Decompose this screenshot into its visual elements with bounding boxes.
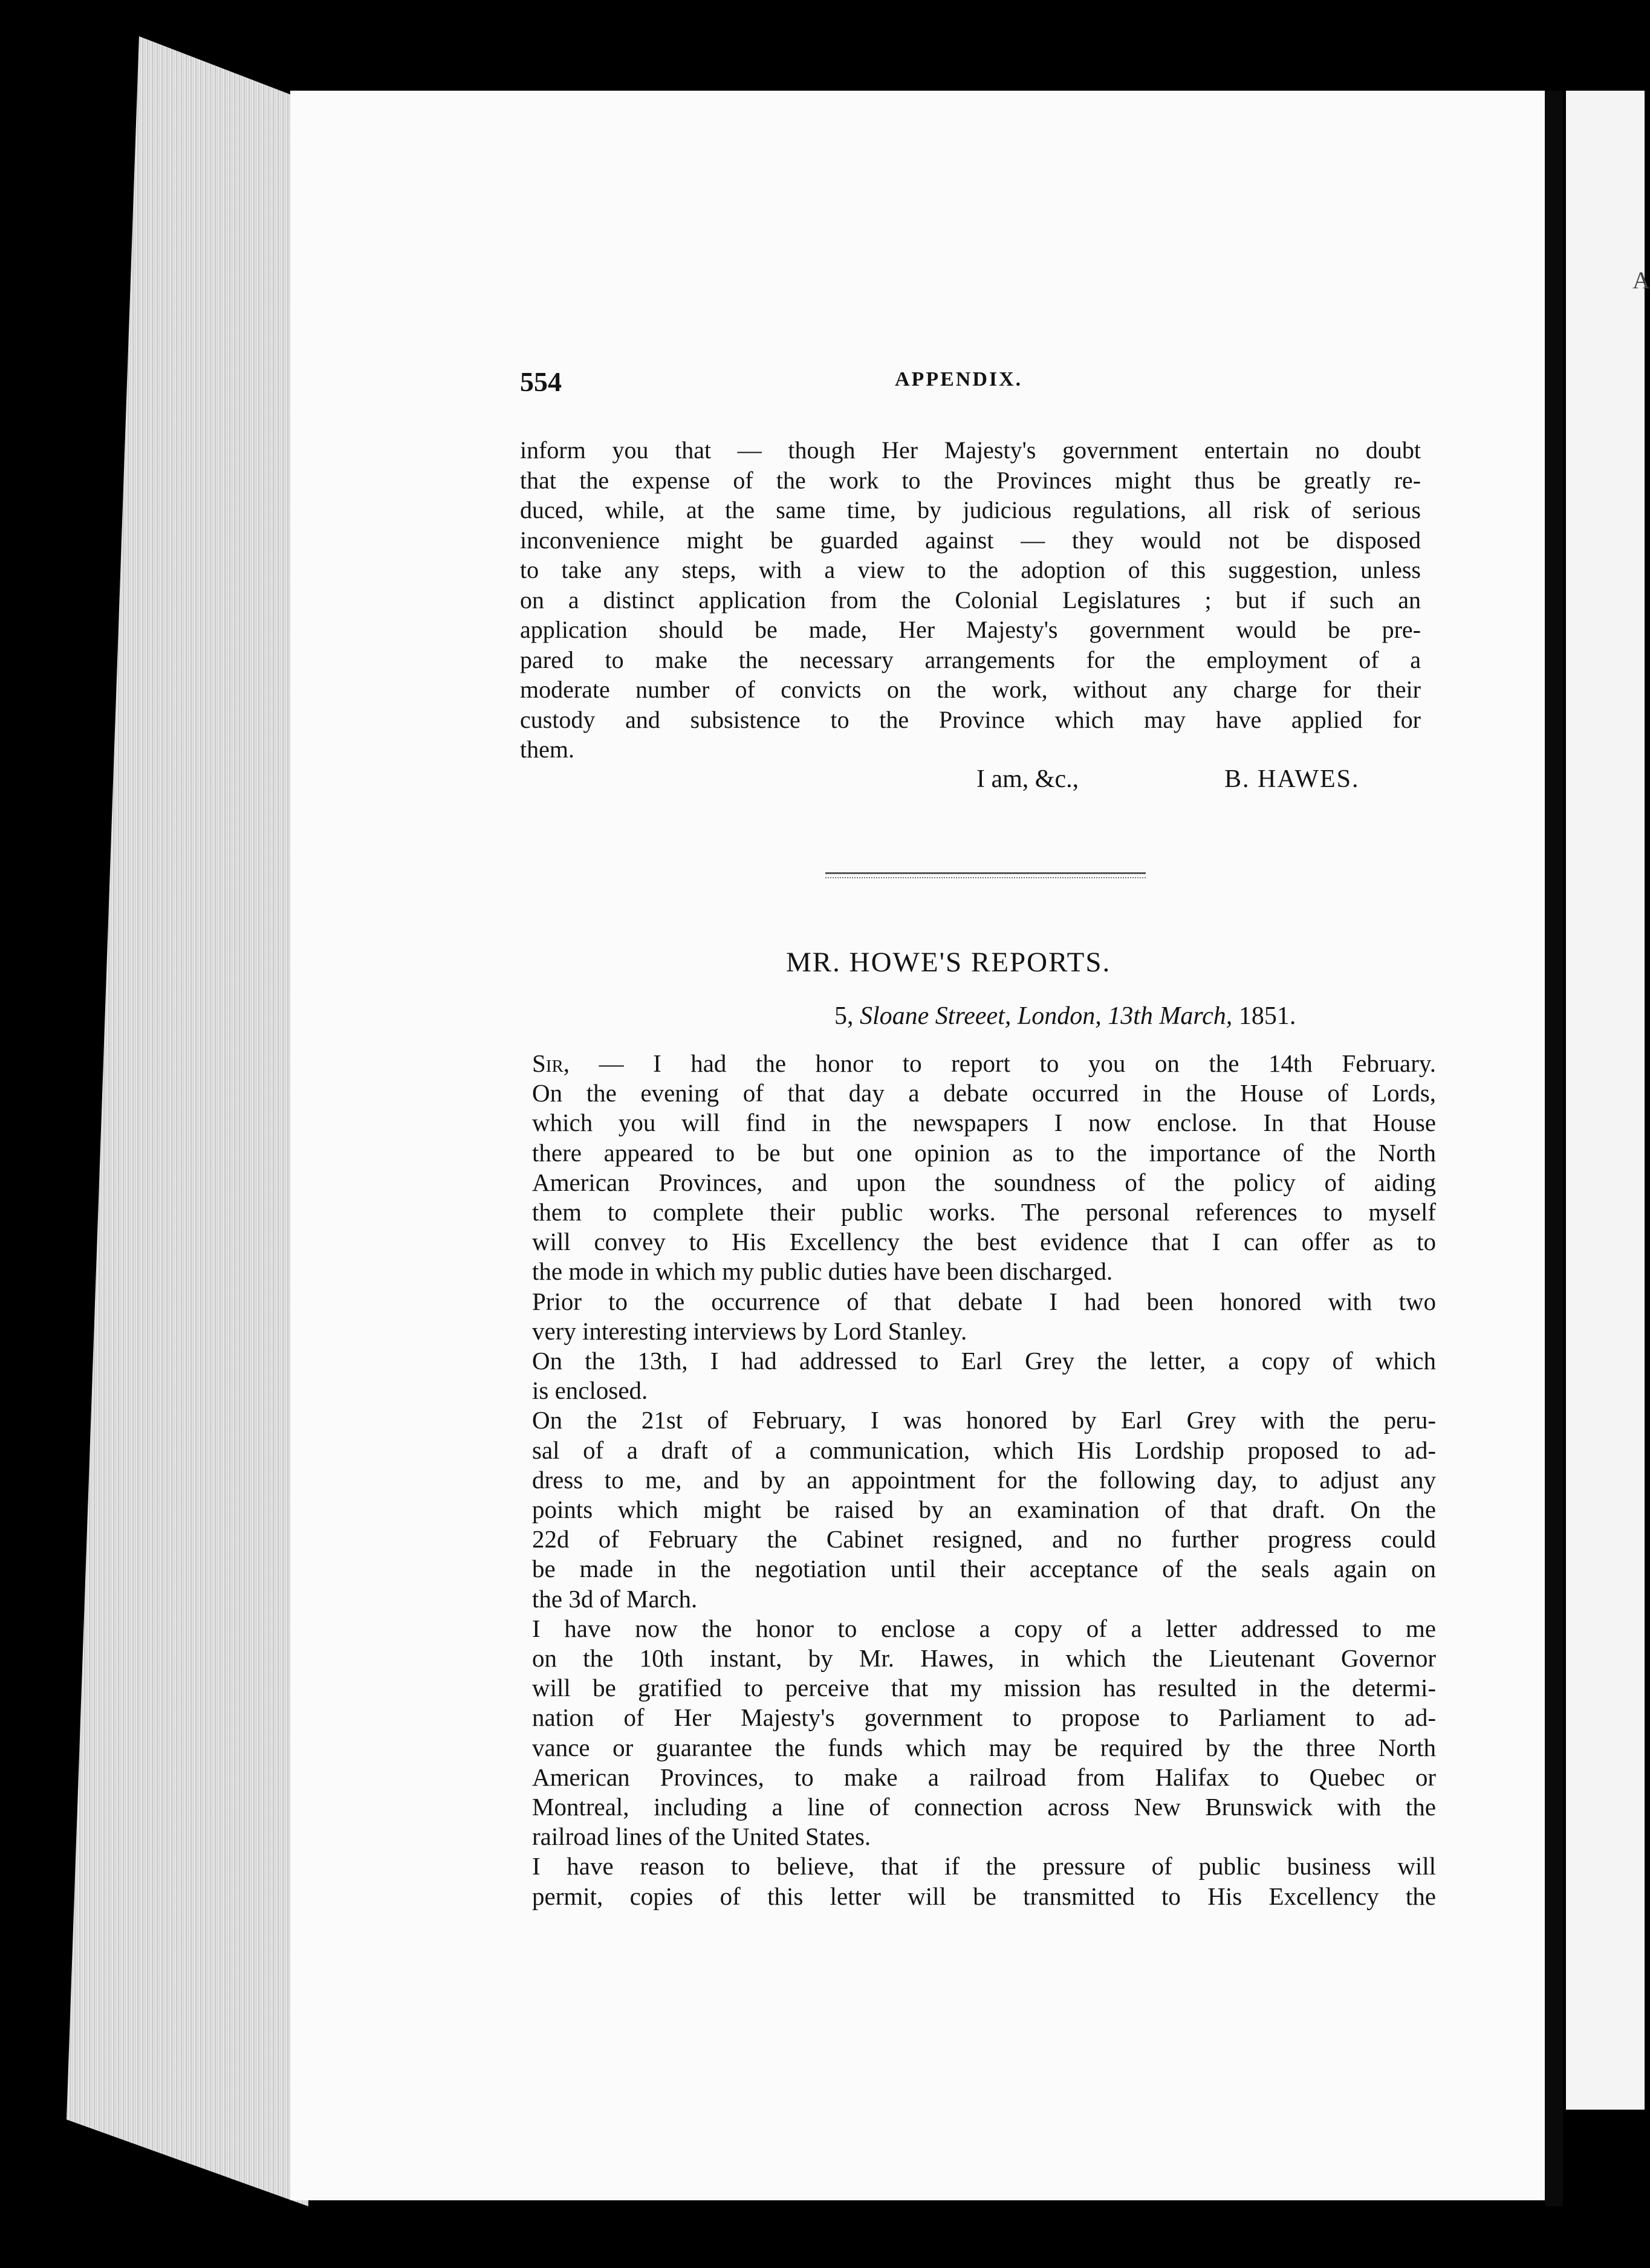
text-line: is enclosed.: [532, 1376, 648, 1405]
dateline-place: Sloane Streeet, London,: [860, 1002, 1108, 1030]
text-line: duced, while, at the same time, by judicious regulations, all risk of serious: [520, 496, 1421, 523]
text-line: American Provinces, to make a railroad from Halifax to Quebec or: [532, 1763, 1436, 1791]
section-title: MR. HOWE'S REPORTS.: [786, 947, 1111, 978]
text-line: custody and subsistence to the Province which may have applied for: [520, 705, 1421, 733]
text-line: pared to make the necessary arrangements for the employment of a: [520, 646, 1421, 673]
section-divider: [825, 872, 1146, 878]
report-dateline: [834, 1002, 1296, 1031]
text-line: the 3d of March.: [532, 1584, 698, 1613]
text-line: On the evening of that day a debate occurred in the House of Lords,: [532, 1079, 1436, 1107]
text-line: I have now the honor to enclose a copy of a letter addressed to me: [532, 1614, 1436, 1642]
text-line: will be gratified to perceive that my mission has resulted in the determi-: [532, 1674, 1436, 1702]
letter-signer: B. HAWES.: [1224, 765, 1360, 793]
text-line: that the expense of the work to the Provinces might thus be greatly re-: [520, 466, 1421, 494]
text-line: Montreal, including a line of connection across New Brunswick with the: [532, 1793, 1436, 1821]
book-gutter: [1545, 91, 1563, 2206]
text-line: permit, copies of this letter will be transmitted to His Excellency the: [532, 1882, 1436, 1910]
text-line: Prior to the occurrence of that debate I had been honored with two: [532, 1287, 1436, 1315]
text-line: on a distinct application from the Colonial Legislatures ; but if such an: [520, 586, 1421, 614]
dateline-year: 1851.: [1238, 1002, 1296, 1030]
text-line: dress to me, and by an appointment for the following day, to adjust any: [532, 1465, 1436, 1494]
text-line: [532, 1049, 1436, 1078]
running-head: APPENDIX.: [895, 368, 1023, 390]
text-line: On the 21st of February, I was honored by Earl Grey with the peru-: [532, 1406, 1436, 1434]
text-line: sal of a draft of a communication, which His Lordship proposed to ad-: [532, 1436, 1436, 1464]
text-line: inform you that — though Her Majesty's government entertain no doubt: [520, 436, 1421, 464]
page-number: 554: [520, 366, 562, 397]
page-edges: [67, 36, 308, 2206]
salutation: Sir,: [532, 1049, 570, 1077]
text-line: them to complete their public works. The personal references to myself: [532, 1198, 1436, 1226]
text-line: to take any steps, with a view to the adoption of this suggestion, unless: [520, 556, 1421, 583]
text-line: points which might be raised by an examination of that draft. On the: [532, 1495, 1436, 1524]
text-line: I have reason to believe, that if the pressure of public business will: [532, 1852, 1436, 1881]
page-header: [520, 366, 1427, 408]
dateline-day: 13th March,: [1108, 1002, 1239, 1030]
text-line: on the 10th instant, by Mr. Hawes, in which the Lieutenant Governor: [532, 1644, 1436, 1673]
facing-page-letter: A: [1632, 267, 1650, 294]
dateline-number: 5,: [834, 1002, 860, 1030]
text-line: the mode in which my public duties have been discharged.: [532, 1257, 1113, 1286]
letter-closing: I am, &c.,: [976, 765, 1079, 793]
text-line: nation of Her Majesty's government to propose to Parliament to ad-: [532, 1703, 1436, 1732]
facing-page: [1566, 91, 1645, 2110]
text-line: application should be made, Her Majesty's government would be pre-: [520, 616, 1421, 643]
text-line: American Provinces, and upon the soundness of the policy of aiding: [532, 1168, 1436, 1196]
text-line: very interesting interviews by Lord Stanley.: [532, 1317, 967, 1345]
text-line: On the 13th, I had addressed to Earl Grey the letter, a copy of which: [532, 1347, 1436, 1375]
text-line: which you will find in the newspapers I now enclose. In that House: [532, 1109, 1436, 1137]
letter-end-text: [520, 435, 1421, 765]
text-line: inconvenience might be guarded against — they would not be disposed: [520, 526, 1421, 554]
text-line: there appeared to be but one opinion as to the importance of the North: [532, 1138, 1436, 1167]
text-line: 22d of February the Cabinet resigned, and no further progress could: [532, 1525, 1436, 1554]
report-body: [532, 1049, 1436, 1911]
first-line-text: — I had the honor to report to you on the 14th February.: [570, 1049, 1436, 1077]
text-line: will convey to His Excellency the best evidence that I can offer as to: [532, 1228, 1436, 1256]
text-line: be made in the negotiation until their acceptance of the seals again on: [532, 1555, 1436, 1583]
text-line: moderate number of convicts on the work, without any charge for their: [520, 676, 1421, 703]
text-line: railroad lines of the United States.: [532, 1822, 871, 1851]
text-line: vance or guarantee the funds which may be required by the three North: [532, 1733, 1436, 1761]
text-line: them.: [520, 736, 574, 763]
